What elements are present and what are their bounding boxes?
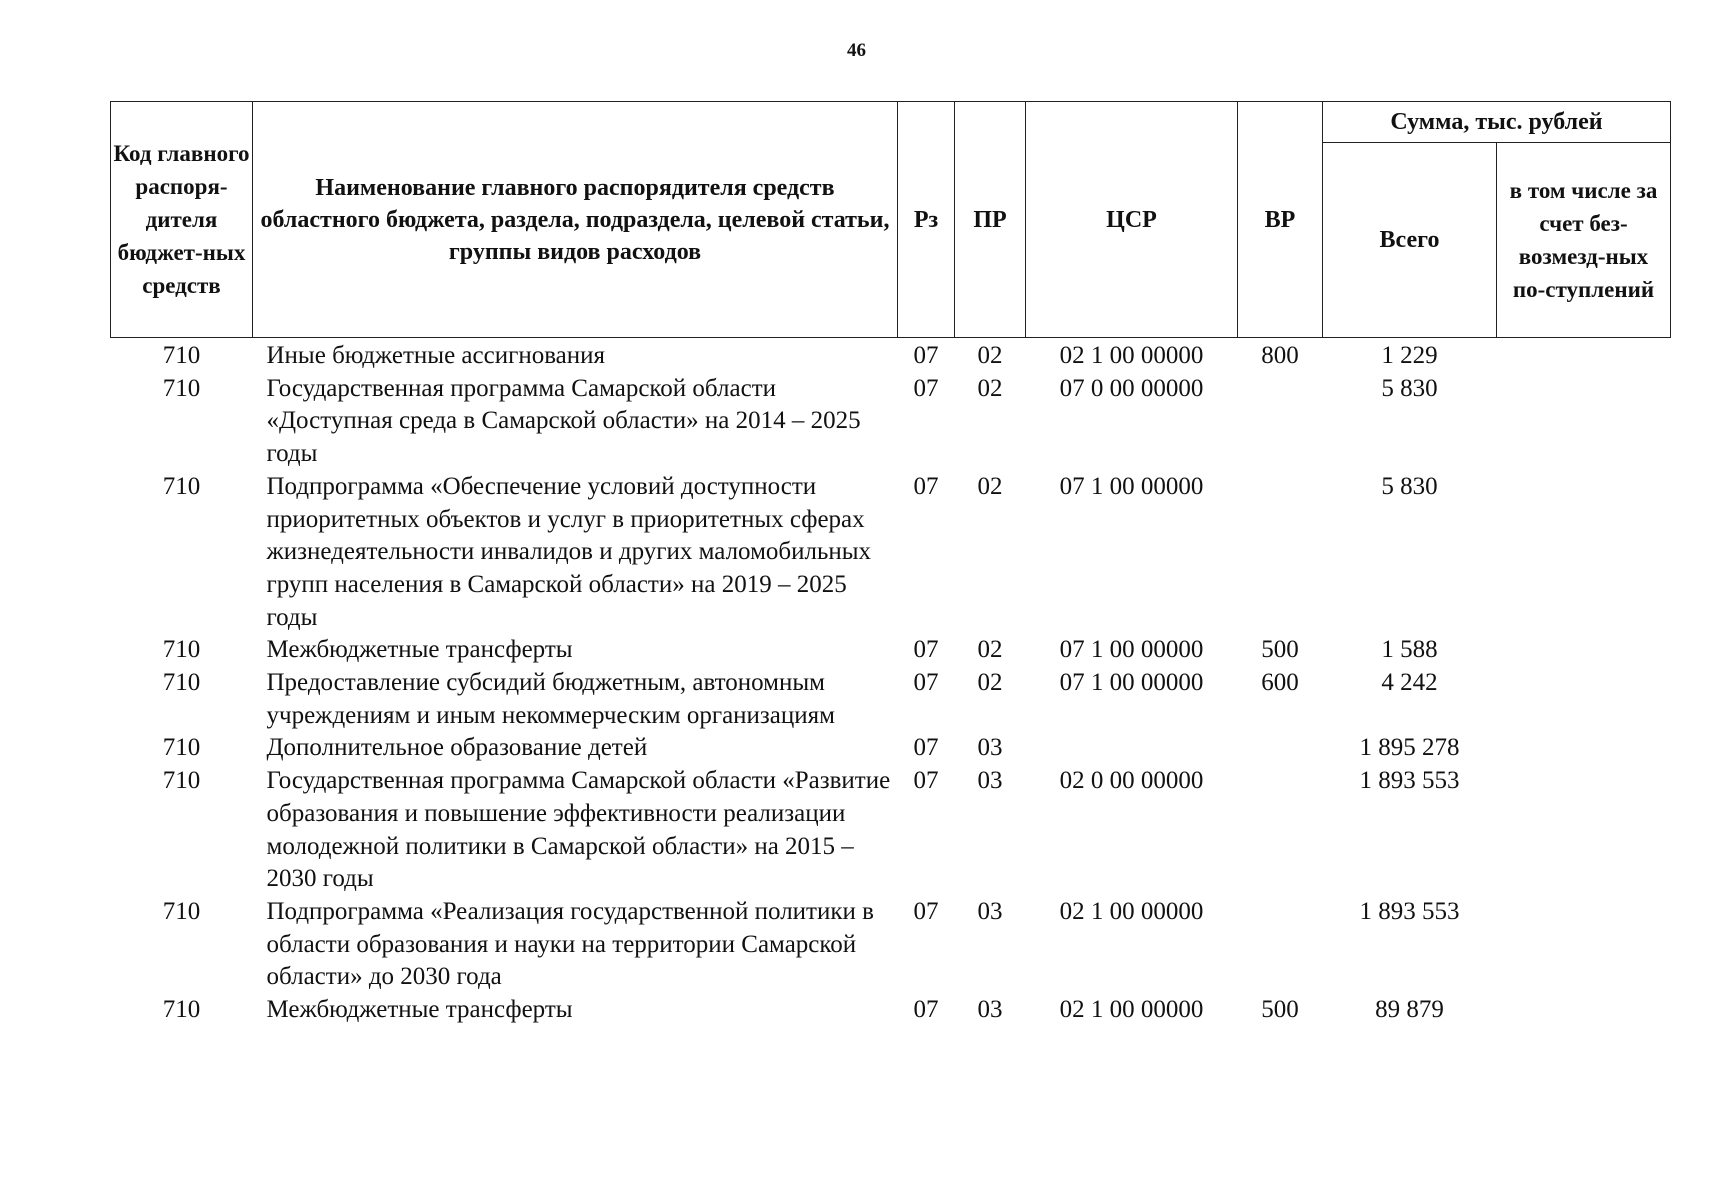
cell-rz: 07 <box>913 374 939 402</box>
cell-csr: 07 1 00 00000 <box>1059 472 1204 500</box>
cell-csr: 07 1 00 00000 <box>1059 669 1204 697</box>
cell-rz: 07 <box>913 636 939 664</box>
page-number: 46 <box>847 40 866 61</box>
cell-code: 710 <box>162 374 201 402</box>
cell-vr <box>1238 373 1323 471</box>
cell-vr: 800 <box>1261 342 1299 369</box>
header-rz: Рз <box>898 102 955 338</box>
cell-free-receipts <box>1497 765 1671 896</box>
cell-csr <box>1026 732 1238 765</box>
table-row <box>111 896 1671 994</box>
cell-code: 710 <box>162 734 201 762</box>
table-row <box>111 471 1671 635</box>
cell-total: 5 830 <box>1381 374 1438 402</box>
cell-rz: 07 <box>913 342 939 369</box>
cell-vr <box>1238 765 1323 896</box>
table-body <box>111 338 1671 1027</box>
cell-pr: 02 <box>977 472 1003 500</box>
cell-free-receipts <box>1497 896 1671 994</box>
cell-rz: 07 <box>913 734 939 762</box>
header-free-receipts: в том числе за счет без-возмезд-ных по-ступлений <box>1497 143 1671 338</box>
cell-vr: 600 <box>1261 669 1299 697</box>
cell-pr: 02 <box>977 636 1003 664</box>
table-row <box>111 667 1671 732</box>
table-row <box>111 634 1671 667</box>
cell-code: 710 <box>162 636 201 664</box>
cell-vr: 500 <box>1261 996 1299 1024</box>
cell-free-receipts <box>1497 667 1671 732</box>
cell-name: Межбюджетные трансферты <box>266 636 573 664</box>
cell-rz: 07 <box>913 472 939 500</box>
table-row <box>111 338 1671 373</box>
cell-pr: 02 <box>977 342 1003 369</box>
cell-rz: 07 <box>913 996 939 1024</box>
cell-total: 5 830 <box>1381 472 1438 500</box>
cell-total: 89 879 <box>1375 996 1444 1024</box>
cell-code: 710 <box>162 897 201 925</box>
cell-total: 1 229 <box>1381 342 1438 369</box>
cell-vr <box>1238 732 1323 765</box>
cell-pr: 02 <box>977 374 1003 402</box>
header-csr: ЦСР <box>1026 102 1238 338</box>
header-vr: ВР <box>1238 102 1323 338</box>
cell-free-receipts <box>1497 994 1671 1027</box>
cell-free-receipts <box>1497 373 1671 471</box>
cell-free-receipts <box>1497 471 1671 635</box>
table-row <box>111 732 1671 765</box>
cell-free-receipts <box>1497 338 1671 373</box>
cell-code: 710 <box>162 767 201 795</box>
cell-name: Подпрограмма «Реализация государственной политики в области образования и науки на территории Самарской области» до 2030 года <box>266 897 874 991</box>
table-row <box>111 373 1671 471</box>
cell-csr: 07 0 00 00000 <box>1059 374 1204 402</box>
cell-pr: 03 <box>977 767 1003 795</box>
table-row <box>111 765 1671 896</box>
cell-code: 710 <box>162 472 201 500</box>
cell-name: Государственная программа Самарской области «Доступная среда в Самарской области» на 2014 – 2025 годы <box>266 374 861 468</box>
budget-table <box>110 101 1671 1027</box>
cell-name: Иные бюджетные ассигнования <box>266 342 606 369</box>
table-row <box>111 994 1671 1027</box>
cell-name: Подпрограмма «Обеспечение условий доступности приоритетных объектов и услуг в приоритетных сферах жизнедеятельности инвалидов и других маломобильных групп населения в Самарской области» на 2019 – 2025 годы <box>266 472 872 631</box>
cell-vr: 500 <box>1261 636 1299 664</box>
cell-total: 4 242 <box>1381 669 1438 697</box>
header-total: Всего <box>1323 143 1497 338</box>
cell-pr: 02 <box>977 669 1003 697</box>
cell-name: Дополнительное образование детей <box>266 734 648 762</box>
cell-code: 710 <box>162 996 201 1024</box>
cell-vr <box>1238 471 1323 635</box>
header-name: Наименование главного распорядителя средств областного бюджета, раздела, подраздела, целевой статьи, группы видов расходов <box>253 102 898 338</box>
cell-csr: 02 1 00 00000 <box>1059 996 1204 1024</box>
cell-csr: 07 1 00 00000 <box>1059 636 1204 664</box>
cell-csr: 02 1 00 00000 <box>1059 342 1204 369</box>
cell-code: 710 <box>162 342 201 369</box>
cell-vr <box>1238 896 1323 994</box>
table-header <box>111 102 1671 338</box>
cell-pr: 03 <box>977 897 1003 925</box>
header-pr: ПР <box>955 102 1026 338</box>
cell-name: Государственная программа Самарской области «Развитие образования и повышение эффективности реализации молодежной политики в Самарской области» на 2015 – 2030 годы <box>266 767 891 893</box>
cell-rz: 07 <box>913 669 939 697</box>
cell-name: Предоставление субсидий бюджетным, автономным учреждениям и иным некоммерческим организациям <box>266 669 835 729</box>
cell-rz: 07 <box>913 897 939 925</box>
cell-free-receipts <box>1497 634 1671 667</box>
cell-name: Межбюджетные трансферты <box>266 996 573 1024</box>
cell-total: 1 893 553 <box>1359 897 1460 925</box>
header-code: Код главного распоря-дителя бюджет-ных средств <box>111 102 253 338</box>
cell-rz: 07 <box>913 767 939 795</box>
cell-free-receipts <box>1497 732 1671 765</box>
cell-total: 1 893 553 <box>1359 767 1460 795</box>
header-sum-group: Сумма, тыс. рублей <box>1323 102 1671 143</box>
cell-csr: 02 0 00 00000 <box>1059 767 1204 795</box>
cell-pr: 03 <box>977 734 1003 762</box>
cell-total: 1 895 278 <box>1359 734 1460 762</box>
cell-code: 710 <box>162 669 201 697</box>
cell-total: 1 588 <box>1381 636 1438 664</box>
cell-csr: 02 1 00 00000 <box>1059 897 1204 925</box>
cell-pr: 03 <box>977 996 1003 1024</box>
